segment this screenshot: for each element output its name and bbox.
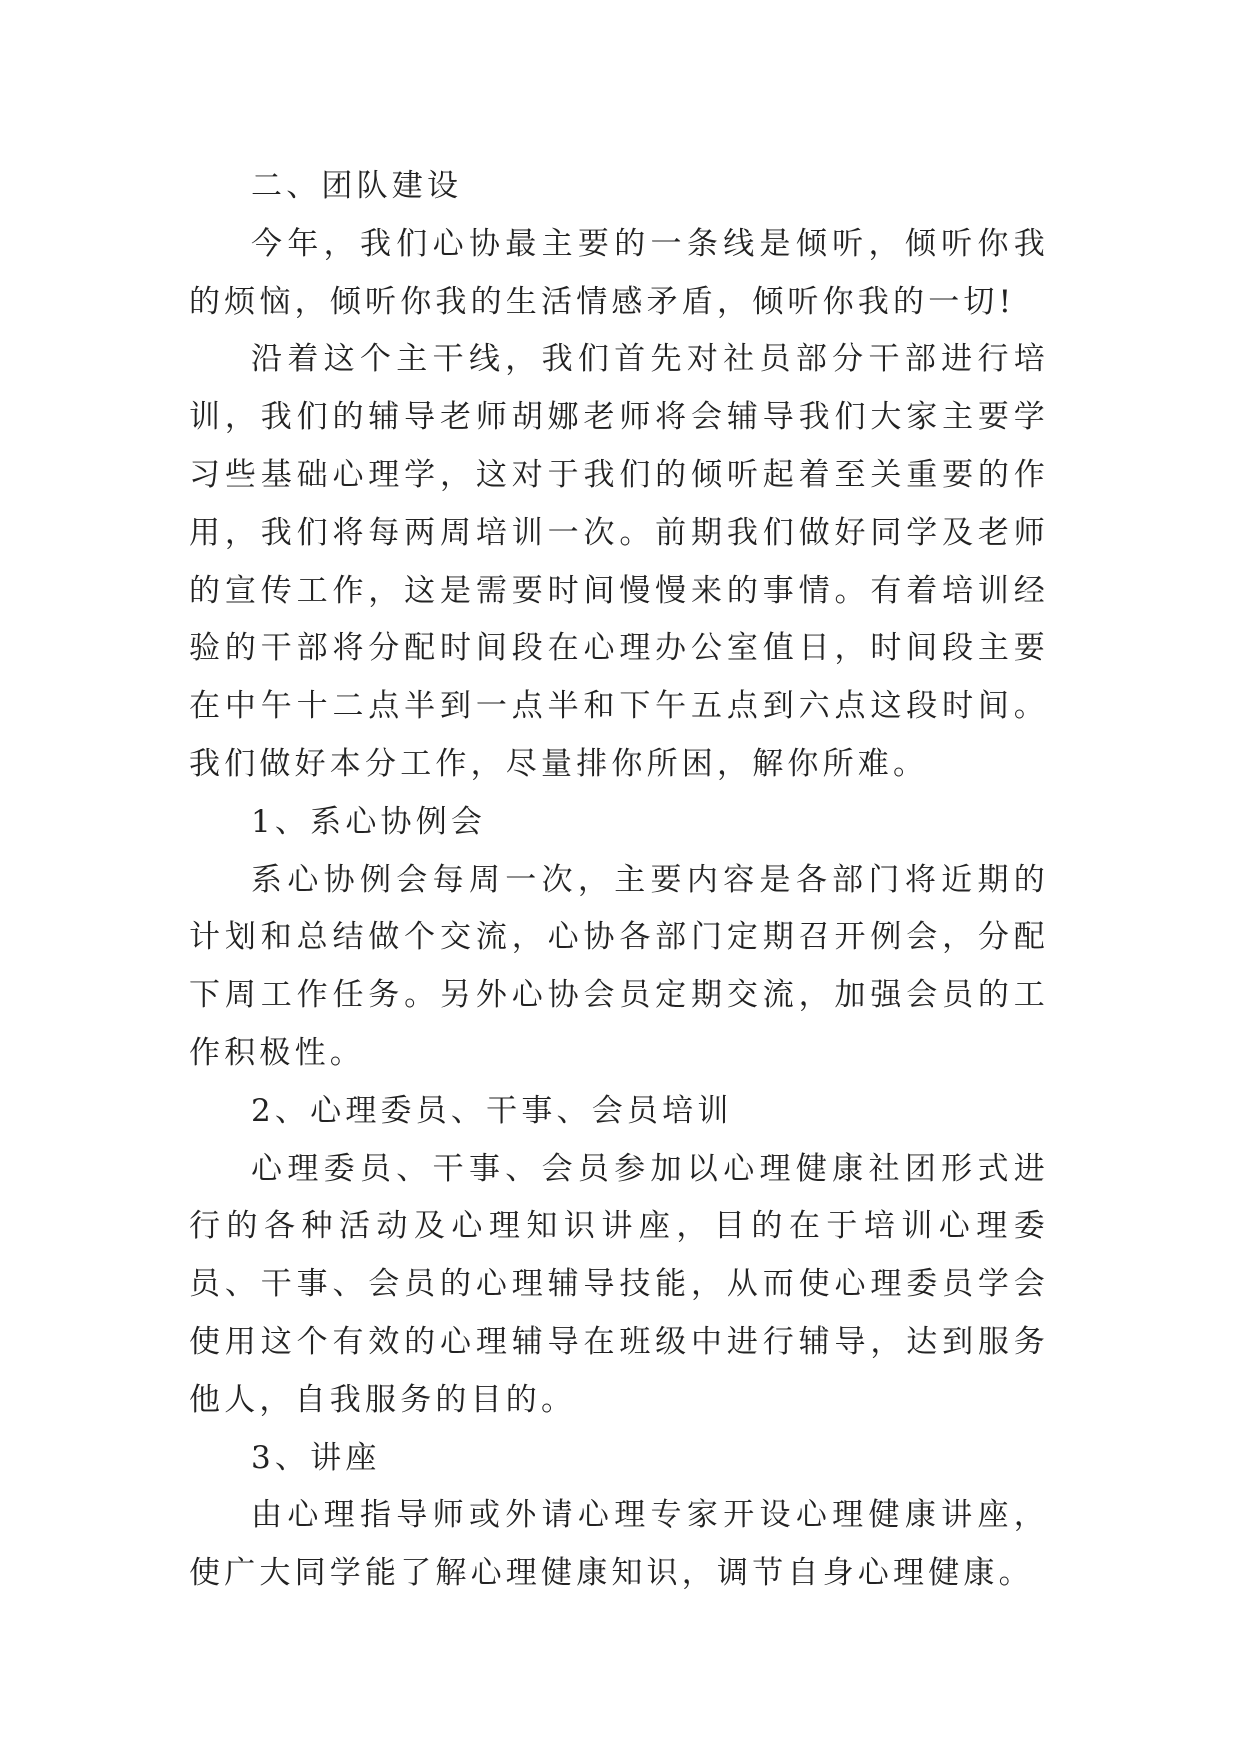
paragraph-intro: 今年，我们心协最主要的一条线是倾听，倾听你我的烦恼，倾听你我的生活情感矛盾，倾听你我的一切! (189, 225, 1049, 320)
document-body (189, 158, 1049, 1603)
section-heading-team-building: 二、团队建设 (251, 168, 463, 204)
subheading-lectures: 3、讲座 (251, 1439, 381, 1476)
paragraph-training-plan: 沿着这个主干线，我们首先对社员部分干部进行培训，我们的辅导老师胡娜老师将会辅导我们大家主要学习些基础心理学，这对于我们的倾听起着至关重要的作用，我们将每两周培训一次。前期我们做好同学及老师的宣传工作，这是需要时间慢慢来的事情。有着培训经验的干部将分配时间段在心理办公室值日，时间段主要在中午十二点半到一点半和下午五点到六点这段时间。我们做好本分工作，尽量排你所困，解你所难。 (189, 341, 1049, 782)
paragraph-lectures: 由心理指导师或外请心理专家开设心理健康讲座，使广大同学能了解心理健康知识，调节自身心理健康。 (189, 1497, 1049, 1592)
subheading-member-training: 2、心理委员、干事、会员培训 (251, 1092, 733, 1129)
subheading-regular-meeting: 1、系心协例会 (251, 803, 487, 840)
paragraph-regular-meeting: 系心协例会每周一次，主要内容是各部门将近期的计划和总结做个交流，心协各部门定期召开例会，分配下周工作任务。另外心协会员定期交流，加强会员的工作积极性。 (189, 861, 1049, 1071)
paragraph-member-training: 心理委员、干事、会员参加以心理健康社团形式进行的各种活动及心理知识讲座，目的在于培训心理委员、干事、会员的心理辅导技能，从而使心理委员学会使用这个有效的心理辅导在班级中进行辅导，达到服务他人，自我服务的目的。 (189, 1150, 1049, 1418)
